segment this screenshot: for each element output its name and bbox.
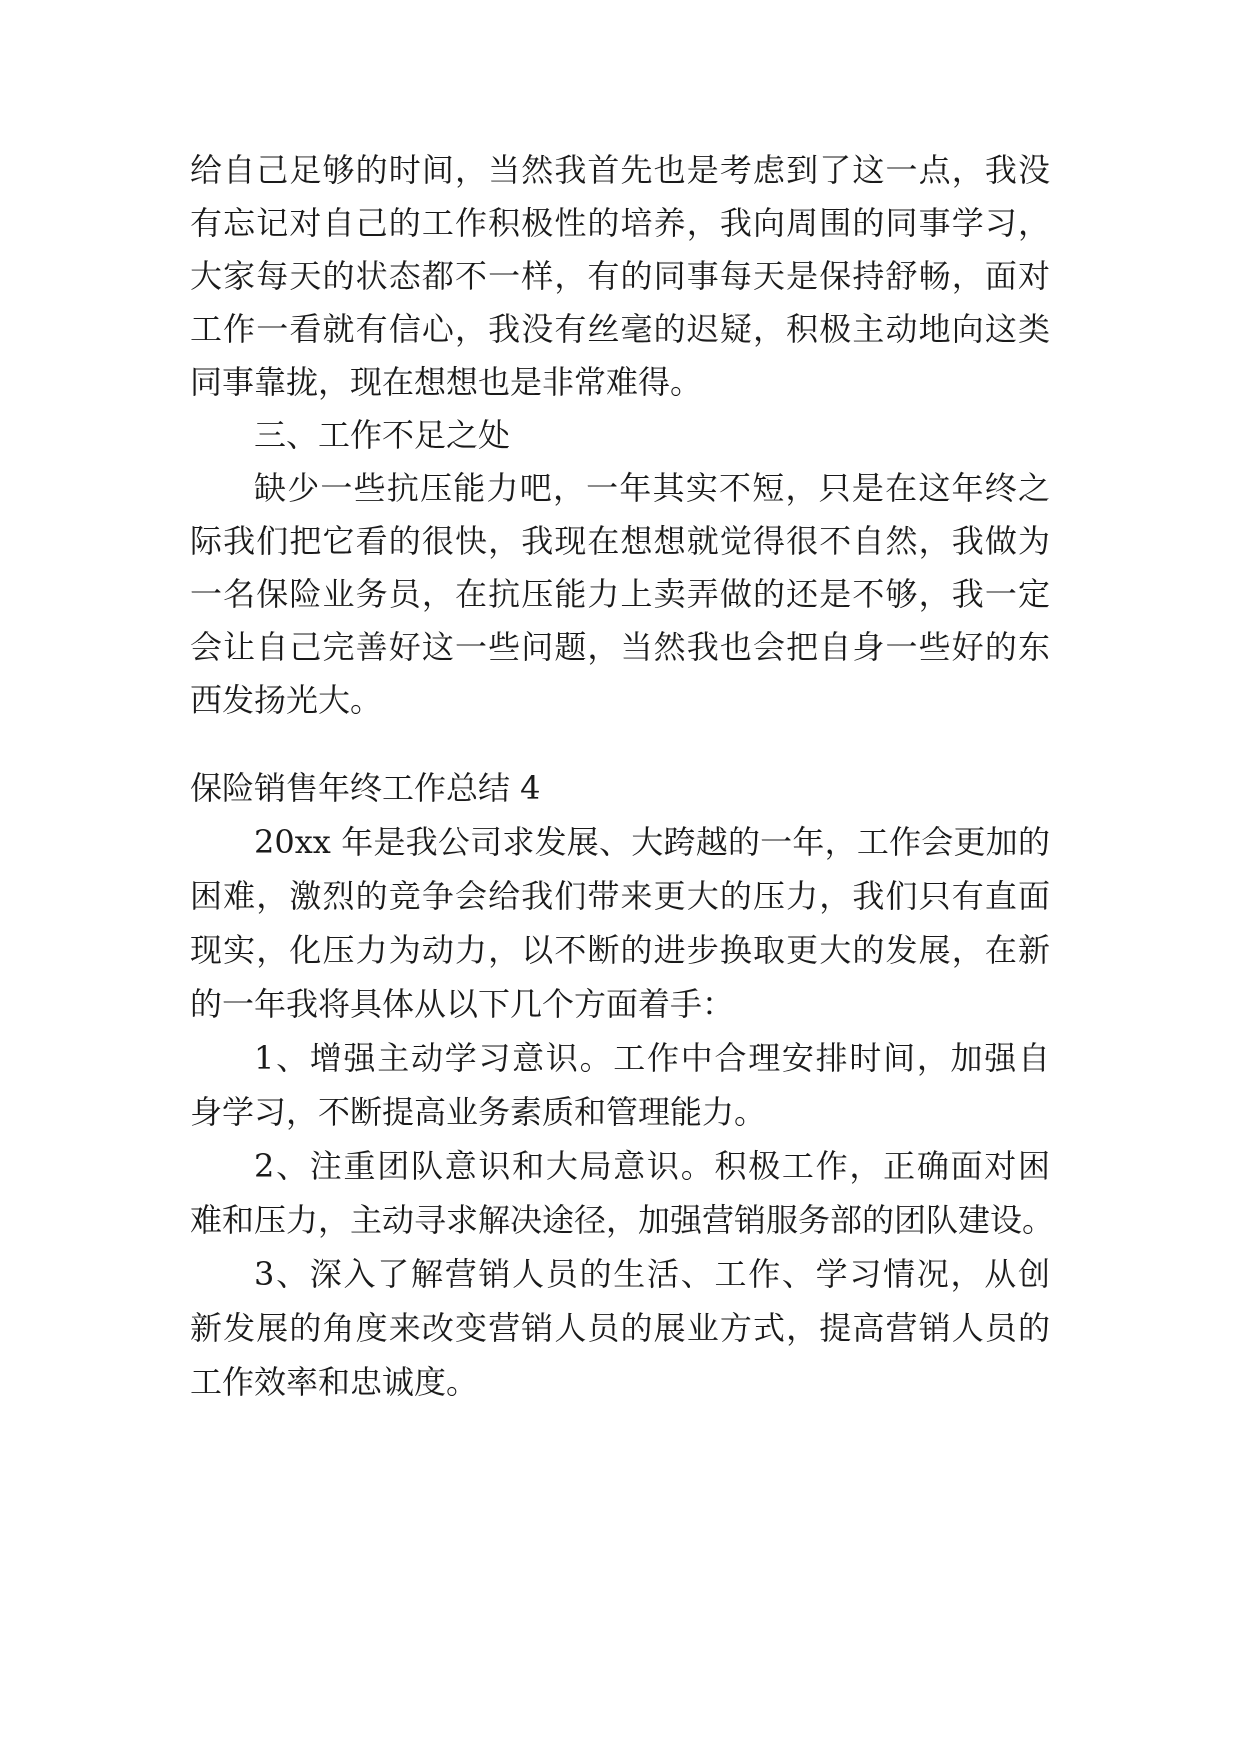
paragraph-line: 大家每天的状态都不一样，有的同事每天是保持舒畅，面对 [190,257,1050,295]
paragraph-line: 有忘记对自己的工作积极性的培养，我向周围的同事学习， [190,204,1050,242]
paragraph-line: 同事靠拢，现在想想也是非常难得。 [190,363,703,401]
paragraph-line: 现实，化压力为动力，以不断的进步换取更大的发展，在新 [190,931,1050,969]
list-item-line: 工作效率和忠诚度。 [190,1363,479,1401]
paragraph-line: 缺少一些抗压能力吧，一年其实不短，只是在这年终之 [254,469,1050,507]
paragraph-line: 际我们把它看的很快，我现在想想就觉得很不自然，我做为 [190,522,1050,560]
list-item-line: 身学习，不断提高业务素质和管理能力。 [190,1093,767,1131]
list-item-line: 新发展的角度来改变营销人员的展业方式，提高营销人员的 [190,1309,1050,1347]
list-item-line: 2、注重团队意识和大局意识。积极工作，正确面对困 [254,1147,1050,1185]
paragraph-line: 会让自己完善好这一些问题，当然我也会把自身一些好的东 [190,628,1050,666]
paragraph-line: 一名保险业务员，在抗压能力上卖弄做的还是不够，我一定 [190,575,1050,613]
document-title: 保险销售年终工作总结 4 [190,769,541,807]
list-item-line: 1、增强主动学习意识。工作中合理安排时间，加强自 [254,1039,1050,1077]
list-item-line: 难和压力，主动寻求解决途径，加强营销服务部的团队建设。 [190,1201,1055,1239]
paragraph-line: 给自己足够的时间，当然我首先也是考虑到了这一点，我没 [190,151,1050,189]
paragraph-line: 20xx 年是我公司求发展、大跨越的一年，工作会更加的 [254,823,1050,861]
paragraph-line: 的一年我将具体从以下几个方面着手： [190,985,735,1023]
section-heading: 三、工作不足之处 [254,416,511,454]
paragraph-line: 西发扬光大。 [190,681,383,719]
paragraph-line: 工作一看就有信心，我没有丝毫的迟疑，积极主动地向这类 [190,310,1050,348]
paragraph-line: 困难，激烈的竞争会给我们带来更大的压力，我们只有直面 [190,877,1050,915]
list-item-line: 3、深入了解营销人员的生活、工作、学习情况，从创 [254,1255,1050,1293]
